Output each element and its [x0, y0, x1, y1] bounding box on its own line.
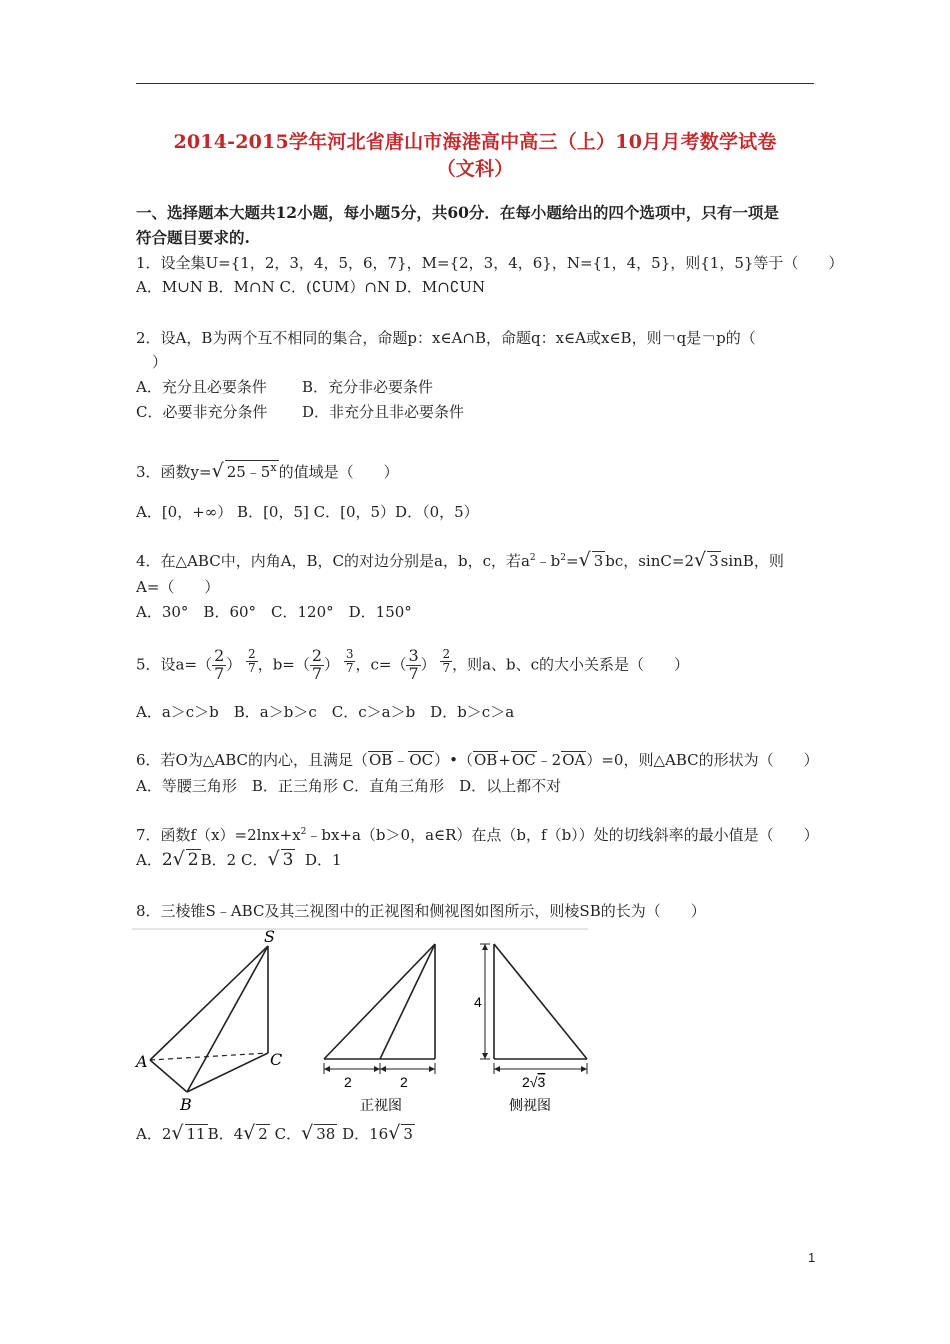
- question-7-stem: 7．函数$f(x)=2\ln x+x^2﹣bx+a(b>0$，a∈R）在点（b，f（b））处的切线斜率的最小值是（ ）: [136, 826, 819, 844]
- exponent-2-7: 2 7: [442, 647, 451, 675]
- side-dim-height: 4: [474, 994, 482, 1010]
- label-c: C: [270, 1050, 283, 1069]
- question-2-stem: 2．设A，B为两个互不相同的集合，命题p：x∈A∩B，命题q：x∈A或x∈B，则￢q是￢p的（: [136, 329, 756, 347]
- question-2-option-d: D．非充分且非必要条件: [302, 403, 465, 421]
- vector-oc: OC: [511, 751, 536, 769]
- question-8-stem: 8．三棱锥S﹣ABC及其三视图中的正视图和侧视图如图所示，则棱SB的长为（ ）: [136, 902, 706, 920]
- vector-ob: OB: [369, 751, 393, 769]
- exponent-3-7: 3 7: [345, 647, 354, 675]
- question-4-options: A．30° B．60° C．120° D．150°: [136, 603, 412, 621]
- question-5-options: A．a＞c＞b B．a＞b＞c C．c＞a＞b D．b＞c＞a: [136, 703, 515, 721]
- question-3-radicand: 25﹣5$^x$: [226, 461, 277, 481]
- question-6-stem: 6．若O为△ABC的内心，且满足（OB﹣OC）•（OB+OC﹣2OA）=0，则△ABC的形状为（ ）: [136, 751, 819, 769]
- radical-sign: √: [578, 549, 591, 571]
- fraction-3-7: $\frac{3}{7}$: [408, 646, 419, 683]
- exam-subtitle: （文科）: [436, 158, 514, 180]
- front-view-caption: 正视图: [360, 1097, 402, 1113]
- side-view-caption: 侧视图: [509, 1097, 551, 1113]
- question-3-options: A．[0，+∞） B．[0，5] C．[0，5）D．（0，5）: [136, 503, 479, 521]
- vector-ob: OB: [473, 751, 498, 769]
- question-7-options: A．2√ 2 B．2 C．√ 3 D．1: [136, 848, 342, 870]
- page-number: 1: [808, 1250, 816, 1265]
- label-s: S: [264, 927, 275, 946]
- question-4-stem: 4．在△ABC中，内角A，B，C的对边分别是a，b，c，若$a^2﹣b^2=√$ 3 bc，sinC=2√ 3 sinB，则: [136, 549, 784, 571]
- fraction-2-7: $\frac{2}{7}$: [214, 646, 225, 683]
- side-view-diagram: [480, 944, 587, 1074]
- exam-title: 2014-2015学年河北省唐山市海港高中高三（上）10月月考数学试卷: [173, 131, 777, 153]
- section-heading: 一、选择题本大题共12小题，每小题5分，共60分．在每小题给出的四个选项中，只有一项是: [136, 203, 779, 222]
- radical-sign: √: [693, 549, 707, 571]
- question-1-options: A．M∪N B．M∩N C．(∁UM）∩N D．M∩∁UN: [136, 278, 486, 296]
- question-3-suffix: 的值域是（ ）: [278, 463, 399, 481]
- question-2-option-a: A．充分且必要条件: [136, 378, 267, 396]
- vector-oa: OA: [562, 751, 586, 769]
- side-dim-base: 2√3: [522, 1074, 546, 1090]
- question-6-options: A．等腰三角形 B．正三角形 C．直角三角形 D．以上都不对: [136, 777, 562, 795]
- front-dim-right: 2: [400, 1074, 408, 1090]
- exponent-2-7: 2 7: [248, 647, 256, 675]
- front-view-diagram: [324, 944, 435, 1074]
- question-3-stem: [136, 460, 399, 482]
- question-1-stem: 1．设全集U={1，2，3，4，5，6，7}，M={2，3，4，6}，N={1，4，5}，则{1，5}等于（ ）: [136, 254, 844, 272]
- section-heading-cont: 符合题目要求的.: [136, 228, 250, 247]
- question-8-options: A．2√ 11 B．4√ 2 C．√ 38 D．16√ 3: [136, 1122, 413, 1144]
- fraction-2-7: $\frac{2}{7}$: [311, 646, 323, 683]
- question-4-stem-cont: A=（ ）: [136, 578, 220, 596]
- label-b: B: [180, 1095, 192, 1114]
- pyramid-three-views-figure: [132, 926, 592, 1126]
- vector-oc: OC: [409, 751, 434, 769]
- question-2-option-c: C．必要非充分条件: [136, 403, 268, 421]
- question-3-prefix: 3．函数y=: [136, 463, 212, 481]
- label-a: A: [136, 1052, 148, 1071]
- question-2-stem-cont: ）: [152, 353, 168, 371]
- front-dim-left: 2: [344, 1074, 352, 1090]
- radical-sign: √: [211, 460, 224, 482]
- question-2-option-b: B．充分非必要条件: [302, 378, 434, 396]
- pyramid-diagram: [150, 946, 268, 1092]
- question-5-stem: 5．设a=（ $\frac{2}{7}$ ） $^{\frac{2}{7}}$ ，b=（ $\frac{2}{7}$ ） $^{\frac{3}{7}}$ ，c=（ $\frac{3}{7}$ ） $^{\frac{2}{7}}$ ，则a、b、c的大小关系是（ ）: [136, 646, 690, 683]
- header-rule: [136, 83, 814, 84]
